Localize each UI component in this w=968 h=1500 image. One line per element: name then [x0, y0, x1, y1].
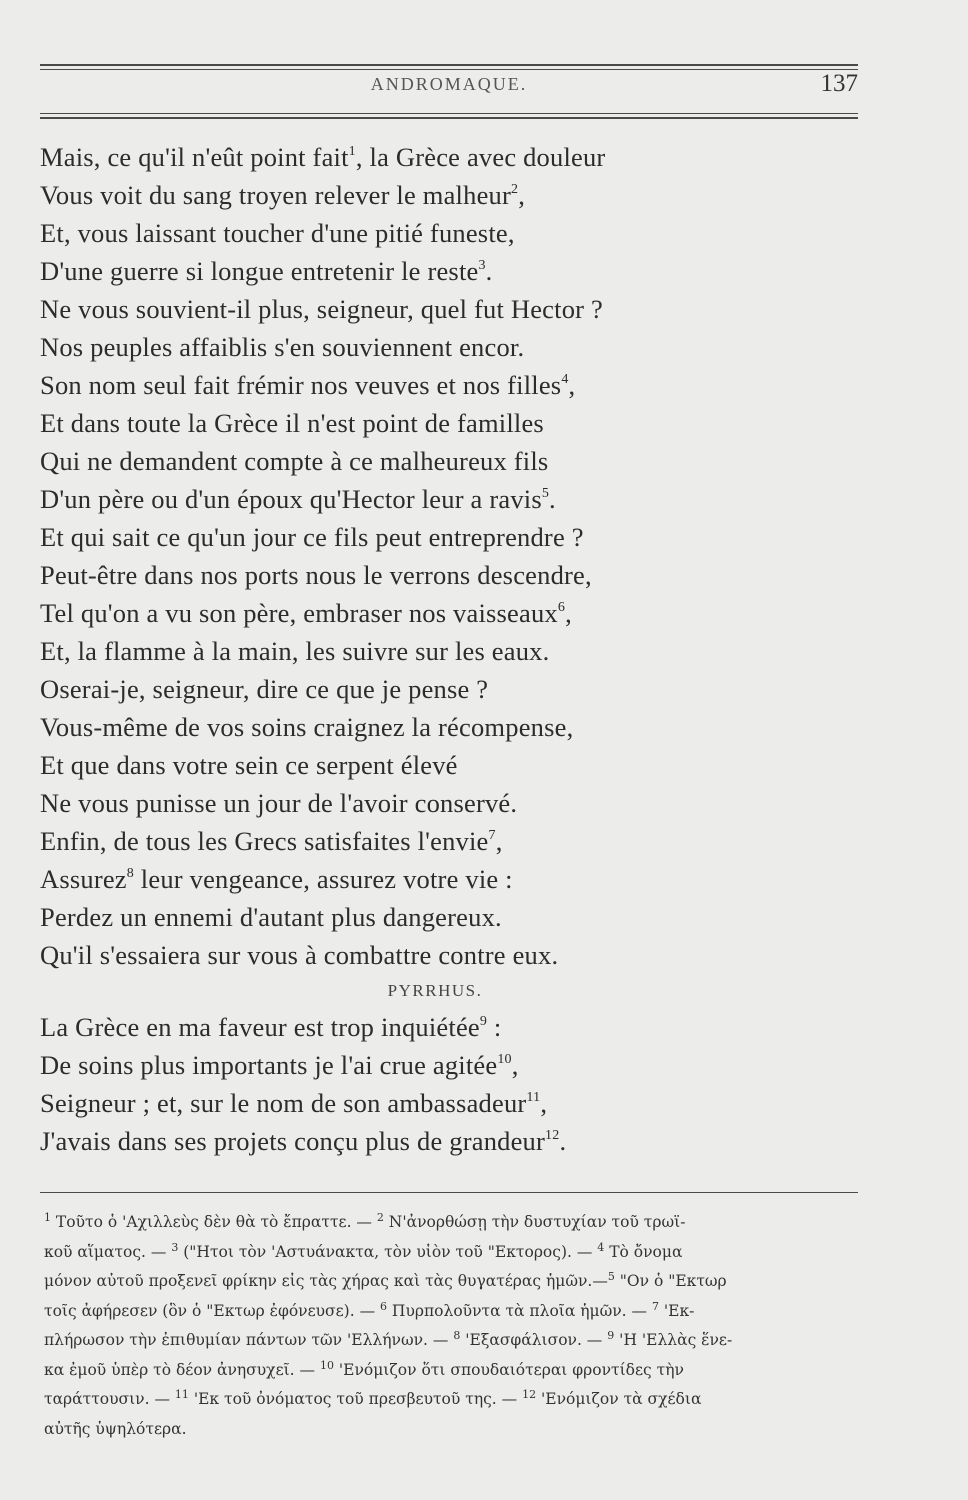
text-run: Oserai-je, seigneur, dire ce que je pense ? — [40, 674, 489, 704]
text-run: Perdez un ennemi d'autant plus dangereux. — [40, 902, 502, 932]
page-number: 137 — [820, 70, 858, 97]
text-run: Et qui sait ce qu'un jour ce fils peut entreprendre ? — [40, 522, 584, 552]
verse-line — [40, 594, 870, 632]
text-run: Et, vous laissant toucher d'une pitié funeste, — [40, 218, 515, 248]
footnote-marker: 4 — [561, 372, 569, 387]
text-run: κα ἐμοῦ ὑπὲρ τὸ δέον ἀνησυχεῖ. — — [44, 1360, 320, 1379]
footnote-line — [44, 1297, 876, 1327]
verse-line — [40, 290, 870, 328]
text-run: , — [565, 598, 572, 628]
text-run: Peut-être dans nos ports nous le verrons descendre, — [40, 560, 592, 590]
verse-line — [40, 784, 870, 822]
text-run: αὐτῆς ὑψηλότερα. — [44, 1419, 187, 1438]
footnote-marker: 12 — [545, 1128, 560, 1143]
text-run: Et dans toute la Grèce il n'est point de familles — [40, 408, 544, 438]
verse-line — [40, 670, 870, 708]
text-run: Et, la flamme à la main, les suivre sur les eaux. — [40, 636, 550, 666]
footnote-marker: 12 — [522, 1388, 537, 1401]
header-rule-thin — [40, 113, 858, 114]
text-run: ταράττουσιν. — — [44, 1390, 175, 1408]
verse-line — [40, 708, 870, 746]
footnote-rule — [40, 1192, 858, 1193]
verse-line — [40, 746, 870, 784]
text-run: Vous voit du sang troyen relever le malheur — [40, 180, 512, 210]
text-run: Τοῦτο ὁ 'Αχιλλεὺς δὲν θὰ τὸ ἔπραττε. — — [51, 1213, 377, 1231]
text-run: 'Εκ τοῦ ὀνόματος τοῦ πρεσβευτοῦ της. — — [188, 1390, 523, 1408]
footnote-line — [44, 1415, 876, 1445]
text-run: μόνον αὐτοῦ προξενεῖ φρίκην εἰς τὰς χήρας καὶ τὰς θυγατέρας ἡμῶν.— — [44, 1272, 608, 1290]
speaker-name: PYRRHUS. — [387, 981, 483, 1000]
verse-line — [40, 138, 870, 176]
text-run: , — [495, 826, 503, 856]
text-run: Son nom seul fait frémir nos veuves et nos filles — [40, 370, 562, 400]
text-run: Nos peuples affaiblis s'en souviennent encor. — [40, 332, 525, 362]
text-run: "Ον ὁ "Εκτωρ — [614, 1272, 727, 1290]
footnote-line — [44, 1208, 876, 1238]
text-run: , — [511, 1050, 519, 1080]
verse-line — [40, 556, 870, 594]
verse-line — [40, 822, 870, 860]
text-run: 'Ενόμιζον ὅτι σπουδαιότεραι φροντίδες τὴν — [333, 1360, 684, 1379]
text-run: De soins plus importants je l'ai crue agitée — [40, 1050, 498, 1080]
text-run: Tel qu'on a vu son père, embraser nos vaisseaux — [40, 598, 558, 628]
text-run: Qui ne demandent compte à ce malheureux fils — [40, 446, 549, 476]
text-run: Enfin, de tous les Grecs satisfaites l'envie — [40, 826, 489, 856]
verse-line — [40, 860, 870, 898]
verse-line — [40, 1084, 870, 1122]
footnote-marker: 10 — [497, 1052, 512, 1067]
verse-line — [40, 366, 870, 404]
top-rule-thin — [40, 69, 858, 70]
footnote-marker: 6 — [380, 1299, 387, 1313]
text-run: Mais, ce qu'il n'eût point fait — [40, 142, 349, 172]
footnote-marker: 7 — [651, 1299, 659, 1313]
text-run: , la Grèce avec douleur — [355, 142, 606, 172]
footnote-marker: 9 — [607, 1329, 615, 1342]
running-title: ANDROMAQUE. — [370, 74, 528, 94]
footnote-marker: 11 — [526, 1090, 541, 1105]
text-run: Vous-même de vos soins craignez la récompense, — [40, 712, 574, 742]
text-run: ("Ητοι τὸν 'Αστυάνακτα, τὸν υἱὸν τοῦ "Εκτορος). — — [178, 1242, 598, 1261]
text-run: . — [559, 1126, 567, 1156]
verse-line — [40, 176, 870, 214]
footnote-marker: 10 — [319, 1358, 334, 1372]
footnote-marker: 4 — [597, 1240, 605, 1254]
verse-line — [40, 1046, 870, 1084]
text-run: Seigneur ; et, sur le nom de son ambassadeur — [40, 1088, 527, 1118]
footnote-marker: 2 — [511, 182, 519, 197]
text-run: La Grèce en ma faveur est trop inquiétée — [40, 1012, 480, 1042]
page-header — [40, 70, 858, 104]
text-run: 'Εξασφάλισον. — — [460, 1331, 608, 1349]
text-run: πλήρωσον τὴν ἐπιθυμίαν πάντων τῶν 'Ελλήνων. — — [44, 1331, 454, 1349]
footnote-marker: 5 — [607, 1270, 615, 1283]
verse-line — [40, 480, 870, 518]
text-run: Ne vous punisse un jour de l'avoir conservé. — [40, 788, 518, 818]
text-run: D'un père ou d'un époux qu'Hector leur a ravis — [40, 484, 542, 514]
text-run: Assurez — [40, 864, 127, 894]
footnote-marker: 2 — [376, 1211, 384, 1224]
verses-speech-2 — [40, 1008, 870, 1160]
verse-line — [40, 518, 870, 556]
text-run: : — [487, 1012, 502, 1042]
top-rule-thick — [40, 64, 858, 66]
text-run: , — [568, 370, 576, 400]
footnotes — [44, 1208, 876, 1444]
text-run: D'une guerre si longue entretenir le reste — [40, 256, 479, 286]
verses-speech-1 — [40, 138, 870, 974]
text-run: leur vengeance, assurez votre vie : — [133, 864, 513, 894]
verse-line — [40, 214, 870, 252]
footnote-marker: 5 — [541, 486, 550, 501]
footnote-line — [44, 1238, 876, 1268]
footnote-marker: 1 — [348, 144, 356, 159]
footnote-marker: 6 — [557, 600, 566, 615]
footnote-marker: 9 — [479, 1014, 488, 1029]
footnote-line — [44, 1385, 876, 1415]
text-run: J'avais dans ses projets conçu plus de grandeur — [40, 1126, 546, 1156]
text-run: Πυρπολοῦντα τὰ πλοῖα ἡμῶν. — — [387, 1301, 652, 1320]
verse-line — [40, 252, 870, 290]
text-run: Et que dans votre sein ce serpent élevé — [40, 750, 458, 780]
footnote-marker: 8 — [453, 1329, 461, 1342]
text-run: 'Η 'Ελλὰς ἕνε- — [614, 1331, 733, 1349]
text-run: . — [549, 484, 556, 514]
verse-line — [40, 936, 870, 974]
verse-line — [40, 632, 870, 670]
verse-line — [40, 898, 870, 936]
verse-line — [40, 442, 870, 480]
text-run: Τὸ ὄνομα — [604, 1242, 683, 1261]
text-run: Ν'ἀνορθώσῃ τὴν δυστυχίαν τοῦ τρωϊ- — [383, 1213, 686, 1231]
footnote-marker: 1 — [44, 1211, 51, 1224]
header-rule-thick — [40, 117, 858, 119]
footnote-line — [44, 1356, 876, 1386]
footnote-line — [44, 1267, 876, 1297]
verse-line — [40, 328, 870, 366]
verse-block — [40, 138, 870, 1160]
footnote-line — [44, 1326, 876, 1356]
text-run: , — [518, 180, 526, 210]
footnote-marker: 11 — [174, 1388, 189, 1401]
footnote-marker: 3 — [171, 1240, 179, 1254]
footnote-marker: 3 — [478, 258, 486, 273]
text-run: Qu'il s'essaiera sur vous à combattre contre eux. — [40, 940, 559, 970]
text-run: 'Εκ- — [658, 1301, 695, 1320]
text-run: 'Ενόμιζον τὰ σχέδια — [536, 1390, 702, 1408]
footnote-marker: 7 — [488, 828, 496, 843]
verse-line — [40, 1122, 870, 1160]
text-run: . — [485, 256, 493, 286]
text-run: , — [540, 1088, 548, 1118]
footnote-marker: 8 — [126, 866, 134, 881]
text-run: Ne vous souvient-il plus, seigneur, quel fut Hector ? — [40, 294, 603, 324]
verse-line — [40, 1008, 870, 1046]
text-run: κοῦ αἵματος. — — [44, 1242, 172, 1261]
text-run: τοῖς ἀφήρεσεν (ὃν ὁ "Εκτωρ ἐφόνευσε). — — [44, 1301, 380, 1320]
verse-line — [40, 404, 870, 442]
